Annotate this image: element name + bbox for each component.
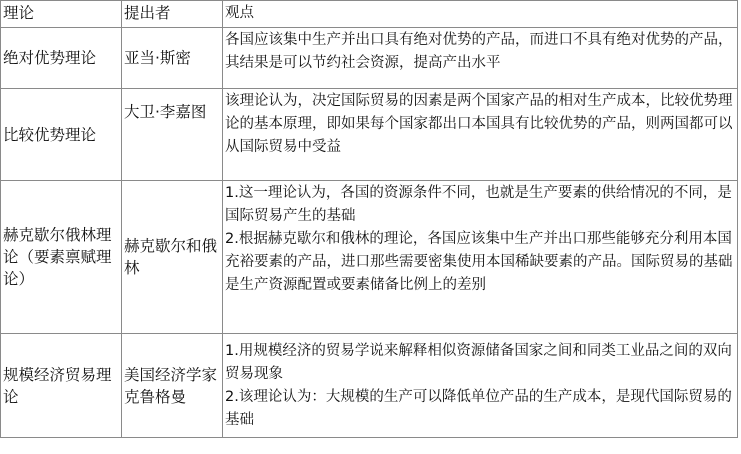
table-row-comparative-advantage	[1, 89, 738, 181]
header-view: 观点	[223, 1, 738, 28]
view-cell	[223, 89, 738, 181]
view-cell	[223, 28, 738, 89]
theory-name: 规模经济贸易理论	[1, 334, 122, 438]
header-theory: 理论	[1, 1, 122, 28]
view-point-1: 1.这一理论认为，各国的资源条件不同，也就是生产要素的供给情况的不同，是国际贸易产生的基础	[225, 185, 732, 224]
table-row-absolute-advantage	[1, 28, 738, 89]
view-point-2: 2.根据赫克歇尔和俄林的理论，各国应该集中生产并出口那些能够充分利用本国充裕要素的产品，进口那些需要密集使用本国稀缺要素的产品。国际贸易的基础是生产资源配置或要素储备比例上的差别	[225, 231, 733, 293]
view-text: 各国应该集中生产并出口具有绝对优势的产品，而进口不具有绝对优势的产品，其结果是可以节约社会资源，提高产出水平	[225, 32, 733, 71]
proposer-name: 亚当·斯密	[122, 28, 223, 89]
theory-name: 赫克歇尔俄林理论（要素禀赋理论）	[1, 181, 122, 334]
table-row-economies-of-scale	[1, 334, 738, 438]
view-text: 该理论认为，决定国际贸易的因素是两个国家产品的相对生产成本，比较优势理论的基本原理，即如果每个国家都出口本国具有比较优势的产品，则两国都可以从国际贸易中受益	[225, 93, 733, 155]
theory-name: 比较优势理论	[1, 89, 122, 181]
theory-name: 绝对优势理论	[1, 28, 122, 89]
view-point-2: 2.该理论认为：大规模的生产可以降低单位产品的生产成本，是现代国际贸易的基础	[225, 388, 732, 428]
view-cell	[223, 334, 738, 438]
proposer-name: 赫克歇尔和俄林	[122, 181, 223, 334]
proposer-name: 大卫·李嘉图	[122, 89, 223, 181]
header-proposer: 提出者	[122, 1, 223, 28]
view-cell	[223, 181, 738, 334]
table-row-heckscher-ohlin	[1, 181, 738, 334]
header-row	[1, 1, 738, 28]
proposer-name: 美国经济学家克鲁格曼	[122, 334, 223, 438]
view-point-1: 1.用规模经济的贸易学说来解释相似资源储备国家之间和同类工业品之间的双向贸易现象	[225, 342, 732, 382]
